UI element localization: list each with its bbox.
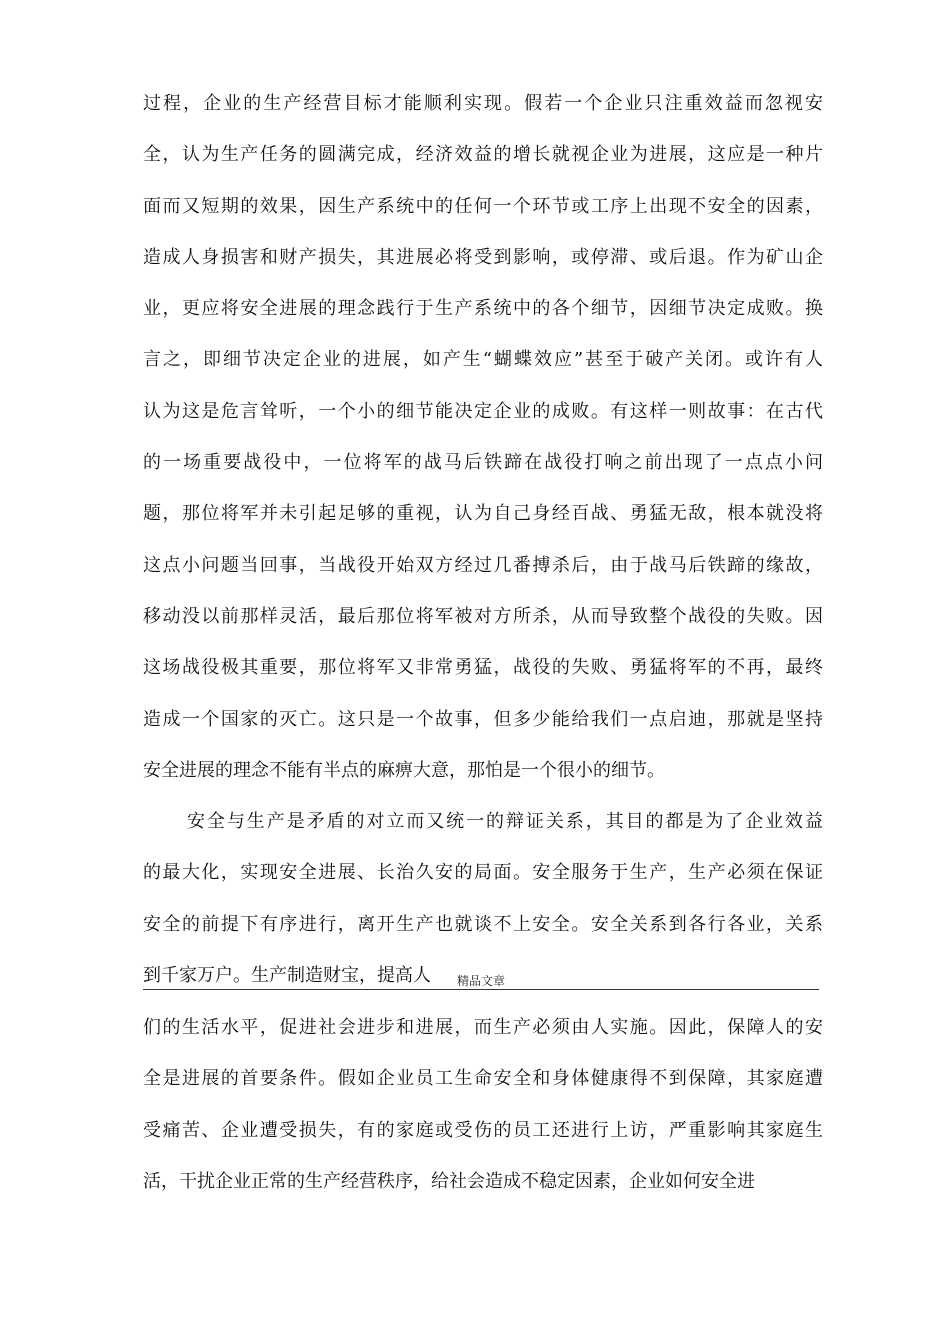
text-line: 到千家万户。生产制造财宝，提高人 xyxy=(143,965,431,987)
text-line: 业，更应将安全进展的理念践行于生产系统中的各个细节，因细节决定成败。换 xyxy=(143,298,823,320)
body-text-bottom xyxy=(143,1002,823,1207)
text-line: 这点小问题当回事，当战役开始双方经过几番搏杀后，由于战马后铁蹄的缘故， xyxy=(143,554,823,576)
footer-divider xyxy=(143,989,819,990)
text-line: 安全的前提下有序进行，离开生产也就谈不上安全。安全关系到各行各业，关系 xyxy=(143,913,823,935)
text-line: 活，干扰企业正常的生产经营秩序，给社会造成不稳定因素，企业如何安全进 xyxy=(143,1170,755,1192)
text-line: 们的生活水平，促进社会进步和进展，而生产必须由人实施。因此，保障人的安 xyxy=(143,1017,823,1038)
text-line: 题，那位将军并未引起足够的重视，认为自己身经百战、勇猛无敌，根本就没将 xyxy=(143,503,823,525)
text-line: 的最大化，实现安全进展、长治久安的局面。安全服务于生产，生产必须在保证 xyxy=(143,862,823,884)
text-line: 面而又短期的效果，因生产系统中的任何一个环节或工序上出现不安全的因素， xyxy=(143,195,823,217)
text-line: 移动没以前那样灵活，最后那位将军被对方所杀，从而导致整个战役的失败。因 xyxy=(143,605,823,627)
text-line: 言之，即细节决定企业的进展，如产生“蝴蝶效应”甚至于破产关闭。或许有人 xyxy=(143,349,823,371)
text-line: 全是进展的首要条件。假如企业员工生命安全和身体健康得不到保障，其家庭遭 xyxy=(143,1068,823,1090)
text-line: 造成人身损害和财产损失，其进展必将受到影响，或停滞、或后退。作为矿山企 xyxy=(143,246,823,268)
page-footer-label: 精品文章 xyxy=(456,974,505,988)
paragraph-first-line: 安全与生产是矛盾的对立而又统一的辩证关系，其目的都是为了企业效益 xyxy=(187,811,823,833)
text-line: 安全进展的理念不能有半点的麻痹大意，那怕是一个很小的细节。 xyxy=(143,759,665,781)
text-line: 这场战役极其重要，那位将军又非常勇猛，战役的失败、勇猛将军的不再，最终 xyxy=(143,657,823,679)
text-line: 全，认为生产任务的圆满完成，经济效益的增长就视企业为进展，这应是一种片 xyxy=(143,144,823,166)
text-line: 过程，企业的生产经营目标才能顺利实现。假若一个企业只注重效益而忽视安 xyxy=(143,93,823,114)
text-line: 的一场重要战役中，一位将军的战马后铁蹄在战役打响之前出现了一点点小问 xyxy=(143,452,823,474)
text-line: 受痛苦、企业遭受损失，有的家庭或受伤的员工还进行上访，严重影响其家庭生 xyxy=(143,1119,823,1141)
body-text-top xyxy=(143,78,823,1001)
text-line: 认为这是危言耸听，一个小的细节能决定企业的成败。有这样一则故事：在古代 xyxy=(143,400,823,422)
text-line: 造成一个国家的灭亡。这只是一个故事，但多少能给我们一点启迪，那就是坚持 xyxy=(143,708,823,730)
